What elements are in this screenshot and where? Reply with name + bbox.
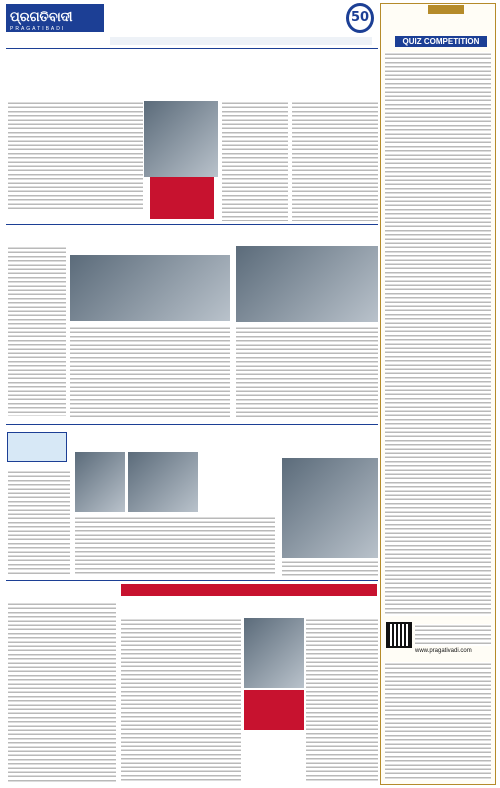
story-6-headline — [8, 586, 116, 598]
masthead-rule — [6, 48, 378, 49]
story-7-column-2 — [306, 618, 378, 782]
anniversary-emblem-icon: 50 — [346, 3, 374, 33]
story-7-portrait — [244, 618, 304, 688]
masthead-logo — [6, 4, 104, 32]
story-3-headline — [196, 230, 376, 242]
lead-headline — [8, 63, 378, 91]
lead-story-column-1 — [8, 101, 143, 209]
story-2-headline — [8, 230, 188, 242]
lead-story-column-3 — [222, 101, 288, 221]
quiz-website[interactable]: www.pragativadi.com — [415, 648, 472, 654]
story-7-kicker — [121, 584, 377, 596]
story-7-column-1 — [121, 618, 241, 782]
masthead-logo-sub: PRAGATIBADI — [10, 26, 66, 32]
story-5-headline — [282, 432, 378, 448]
story-4-column-1 — [8, 470, 70, 576]
quiz-questions — [385, 52, 491, 616]
story-7-quote-box — [244, 690, 304, 730]
story-divider-2 — [6, 424, 378, 425]
masthead-logo-text: ପ୍ରଗତିବାଦୀ — [10, 10, 73, 25]
story-2-photo — [70, 255, 230, 321]
story-5-caption — [282, 560, 378, 578]
story-2-column-2 — [70, 326, 230, 418]
section-banner — [7, 432, 67, 462]
quiz-tag — [428, 5, 464, 14]
quiz-instructions — [415, 624, 491, 646]
story-4-column-2 — [75, 516, 275, 576]
section-title — [112, 4, 342, 34]
side-story-column — [292, 101, 378, 221]
story-4-headline — [72, 432, 272, 448]
story-5-photo — [282, 458, 378, 558]
lead-story-quote-box — [150, 177, 214, 219]
dateline — [110, 37, 372, 45]
quiz-title: QUIZ COMPETITION — [395, 36, 487, 47]
story-4-photo — [128, 452, 198, 512]
story-divider-1 — [6, 224, 378, 225]
story-2-column-1 — [8, 246, 66, 416]
quiz-rules — [385, 662, 491, 780]
lead-story-photo — [144, 101, 218, 177]
story-6-column — [8, 602, 116, 782]
story-divider-3 — [6, 580, 378, 581]
story-4-portrait — [75, 452, 125, 512]
story-7-headline — [121, 600, 377, 614]
qr-code-icon — [386, 622, 412, 648]
story-3-column — [236, 326, 378, 418]
story-3-photo — [236, 246, 378, 322]
quiz-header — [395, 14, 487, 34]
